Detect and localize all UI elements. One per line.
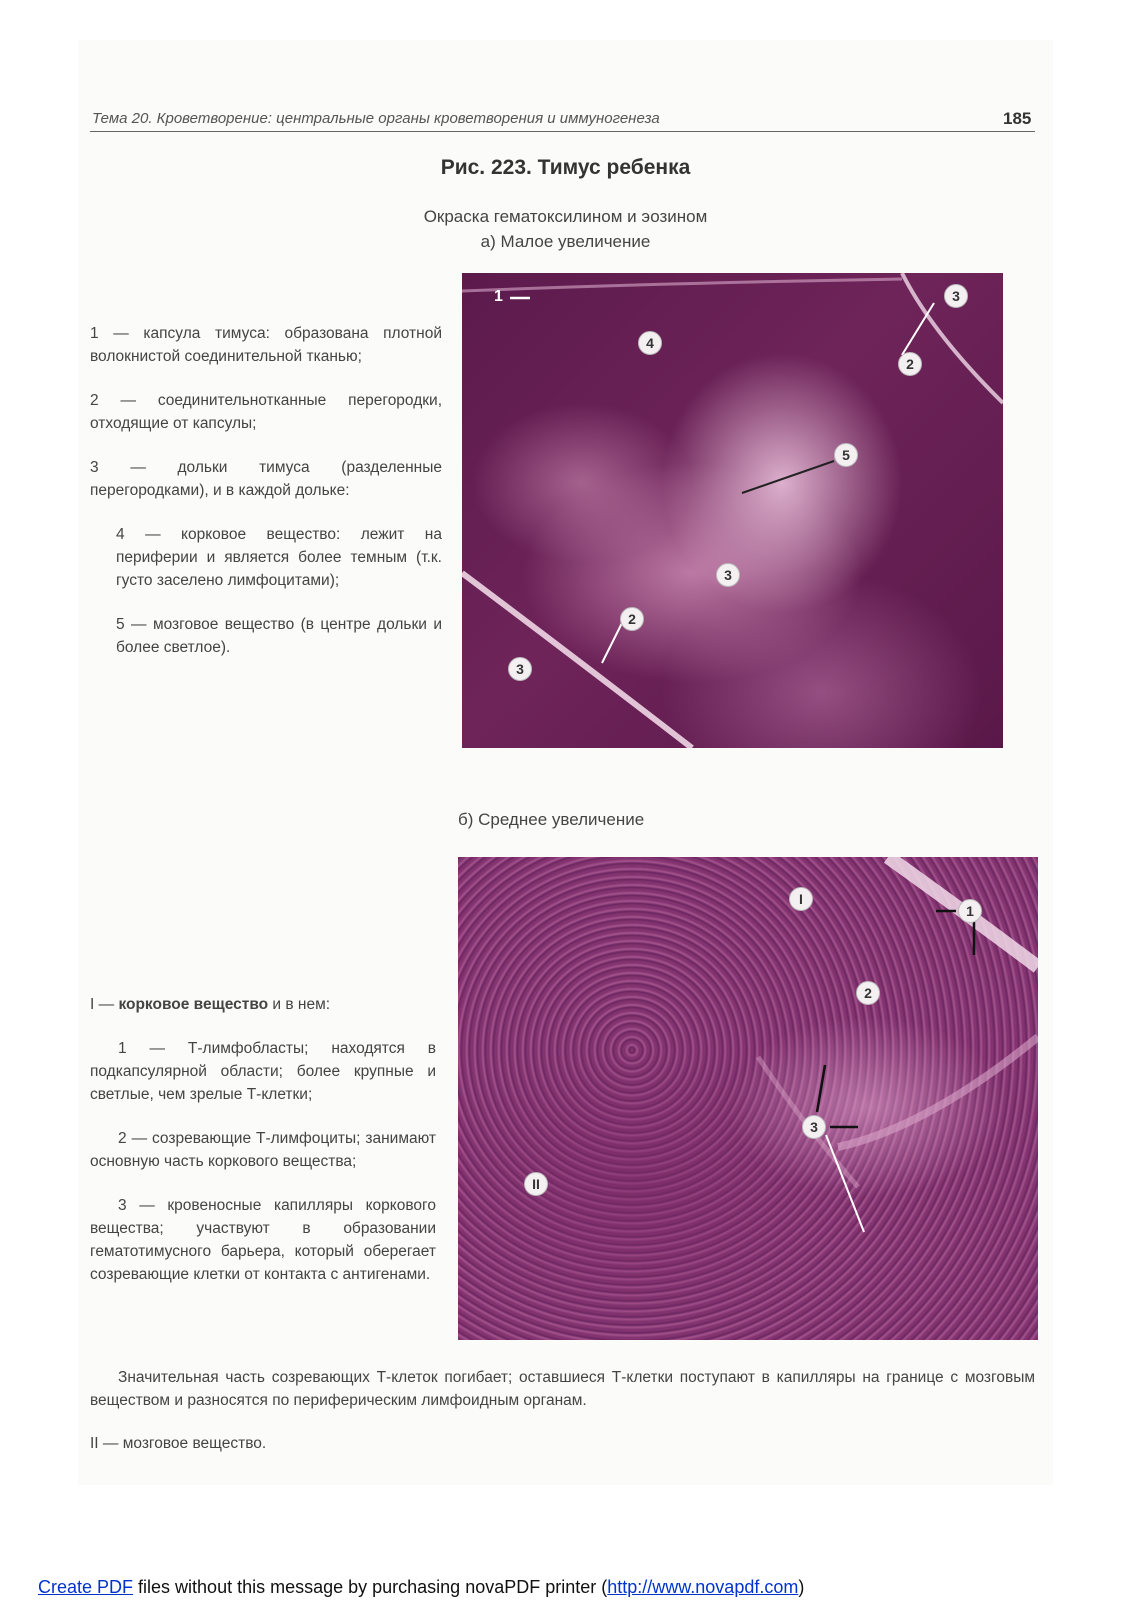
page-number: 185	[1003, 109, 1032, 128]
legend-b-rest: и в нем:	[272, 996, 331, 1013]
legend-a-item: 4 — корковое вещество: лежит на периферии и является более темным (т.к. густо заселено лимфоцитами);	[116, 526, 442, 589]
create-pdf-link[interactable]: Create PDF	[38, 1577, 134, 1597]
legend-a	[90, 322, 442, 659]
stain-caption: Окраска гематоксилином и эозином	[423, 207, 708, 226]
label-b-cortex: I	[789, 887, 813, 911]
label-a-cortex: 4	[638, 331, 662, 355]
micrograph-b-overlay	[458, 857, 1038, 1340]
label-a-capsule: 1	[494, 288, 503, 305]
legend-a-item: 1 — капсула тимуса: образована плотной волокнистой соединительной тканью;	[90, 325, 442, 365]
pdf-footer	[38, 1577, 804, 1598]
footer-text: files without this message by purchasing novaPDF printer (	[133, 1577, 608, 1597]
legend-b-intro	[90, 993, 436, 1016]
novapdf-link[interactable]: http://www.novapdf.com	[607, 1577, 799, 1597]
footer-text-end: )	[798, 1577, 805, 1597]
label-b-lymphocyte: 2	[856, 981, 880, 1005]
figure-title: Рис. 223. Тимус ребенка	[440, 156, 691, 179]
part-b-label: б) Среднее увеличение	[458, 810, 645, 829]
label-a-septum-top: 2	[898, 352, 922, 376]
label-a-lobule-center: 3	[716, 563, 740, 587]
legend-b-bold: корковое вещество	[118, 996, 269, 1013]
micrograph-low-magnification	[462, 273, 1003, 748]
running-header: Тема 20. Кроветворение: центральные органы кроветворения и иммуногенеза	[92, 110, 660, 127]
medulla-note: II — мозговое вещество.	[90, 1435, 267, 1452]
legend-b-item: 3 — кровеносные капилляры коркового вещества; участвуют в образовании гематотимусного барьера, который оберегает созревающие клетки от контакта с антигенами.	[90, 1197, 436, 1283]
micrograph-medium-magnification	[458, 857, 1038, 1340]
label-b-lymphoblast: 1	[958, 899, 982, 923]
body-paragraph: Значительная часть созревающих Т-клеток погибает; оставшиеся Т-клетки поступают в капилляры на границе с мозговым веществом и разносятся по периферическим лимфоидным органам.	[90, 1369, 1035, 1409]
label-a-lobule-bottom: 3	[508, 657, 532, 681]
label-a-septum-bottom: 2	[620, 607, 644, 631]
legend-b	[90, 993, 436, 1286]
label-b-capillary: 3	[802, 1115, 826, 1139]
label-a-lobule-top: 3	[944, 284, 968, 308]
label-b-medulla: II	[524, 1172, 548, 1196]
header-rule	[90, 131, 1035, 132]
label-a-medulla: 5	[834, 443, 858, 467]
body-paragraph-wrap	[90, 1366, 1035, 1412]
legend-a-item: 3 — дольки тимуса (разделенные перегородками), и в каждой дольке:	[90, 459, 442, 499]
legend-b-item: 2 — созревающие Т-лимфоциты; занимают основную часть коркового вещества;	[90, 1130, 436, 1170]
legend-b-item: 1 — Т-лимфобласты; находятся в подкапсулярной области; более крупные и светлые, чем зрелые Т-клетки;	[90, 1040, 436, 1103]
legend-a-item: 5 — мозговое вещество (в центре дольки и более светлое).	[116, 616, 442, 656]
legend-a-item: 2 — соединительнотканные перегородки, отходящие от капсулы;	[90, 392, 442, 432]
micrograph-a-overlay	[462, 273, 1003, 748]
legend-b-numeral: I —	[90, 996, 115, 1013]
part-a-label: а) Малое увеличение	[480, 232, 651, 251]
